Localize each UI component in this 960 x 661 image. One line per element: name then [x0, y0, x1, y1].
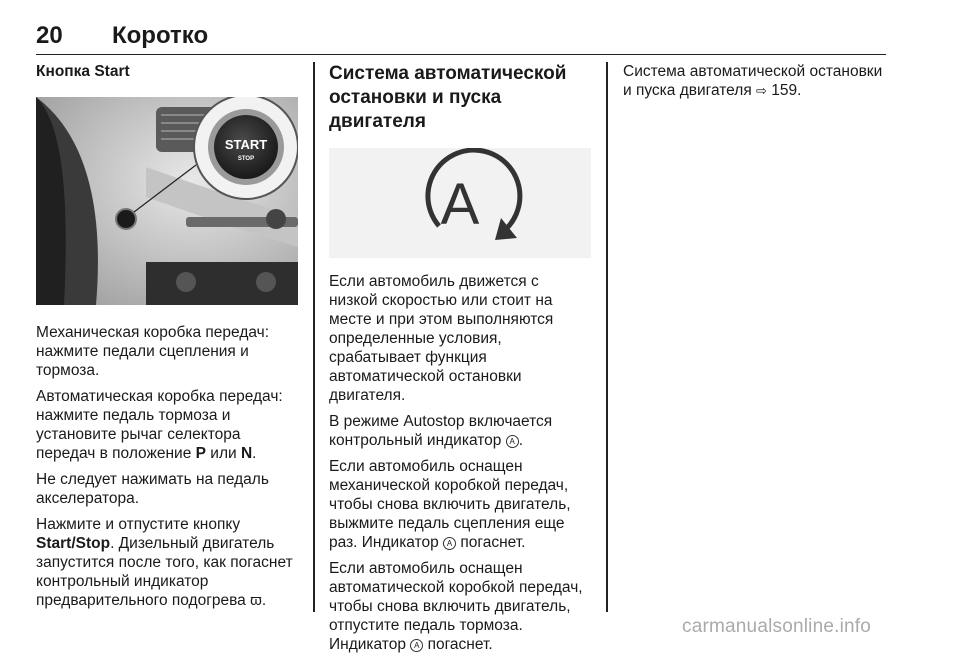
gear-p: P [195, 445, 206, 462]
autostop-icon-letter: A [440, 172, 480, 237]
photo-stop-label: STOP [237, 156, 255, 162]
page-reference-text: Система автоматической остановки и пуска двигателя ⇨ 159. [623, 63, 883, 99]
column-3 [623, 62, 885, 107]
column-1 [36, 62, 298, 617]
column-divider-2 [606, 62, 608, 612]
column-divider-1 [313, 62, 315, 612]
chapter-title: Коротко [112, 22, 209, 49]
manual-gearbox-text: Механическая коробка передач: нажмите педали сцепления и тормоза. [36, 324, 270, 379]
autostop-indicator-icon: A [506, 435, 519, 448]
autostop-heading: Система автоматической остановки и пуска двигателя [329, 63, 567, 132]
accelerator-warning-text: Не следует нажимать на педаль акселератора. [36, 471, 269, 507]
start-stop-instruction: Нажмите и отпустите кнопку Start/Stop. Дизельный двигатель запустится после того, как погаснет контрольный индикатор предварительного подогрева ϖ. [36, 516, 293, 609]
photo-start-label: START [224, 137, 268, 152]
start-stop-label: Start/Stop [36, 535, 111, 552]
manual-restart-text: Если автомобиль оснащен механической коробкой передач, чтобы снова включить двигатель, выжмите педаль сцепления еще раз. Индикатор A погаснет. [329, 458, 571, 551]
autostop-indicator-icon: A [410, 639, 423, 652]
column-2 [329, 62, 591, 661]
watermark: carmanualsonline.info [682, 616, 872, 637]
autostop-indicator-text: В режиме Autostop включается контрольный индикатор A . [329, 413, 553, 449]
autostop-icon [329, 148, 591, 258]
gear-n: N [240, 445, 253, 462]
automatic-gearbox-text: Автоматическая коробка передач: нажмите педаль тормоза и установите рычаг селектора передач в положение P или N. [36, 388, 283, 462]
glow-plug-icon: ϖ [250, 592, 262, 609]
autostop-indicator-icon: A [443, 537, 456, 550]
page-number: 20 [36, 22, 63, 49]
autostop-description: Если автомобиль движется с низкой скоростью или стоит на месте и при этом выполняются определенные условия, срабатывает функция автоматической остановки двигателя. [329, 273, 554, 404]
page-header [36, 22, 886, 55]
start-button-subhead: Кнопка Start [36, 63, 130, 80]
reference-page-link[interactable]: 159. [766, 82, 802, 99]
start-button-photo [36, 97, 298, 305]
automatic-restart-text: Если автомобиль оснащен автоматической коробкой передач, чтобы снова включить двигатель, отпустите педаль тормоза. Индикатор A погаснет. [329, 560, 583, 653]
reference-arrow-icon: ⇨ [756, 83, 767, 98]
